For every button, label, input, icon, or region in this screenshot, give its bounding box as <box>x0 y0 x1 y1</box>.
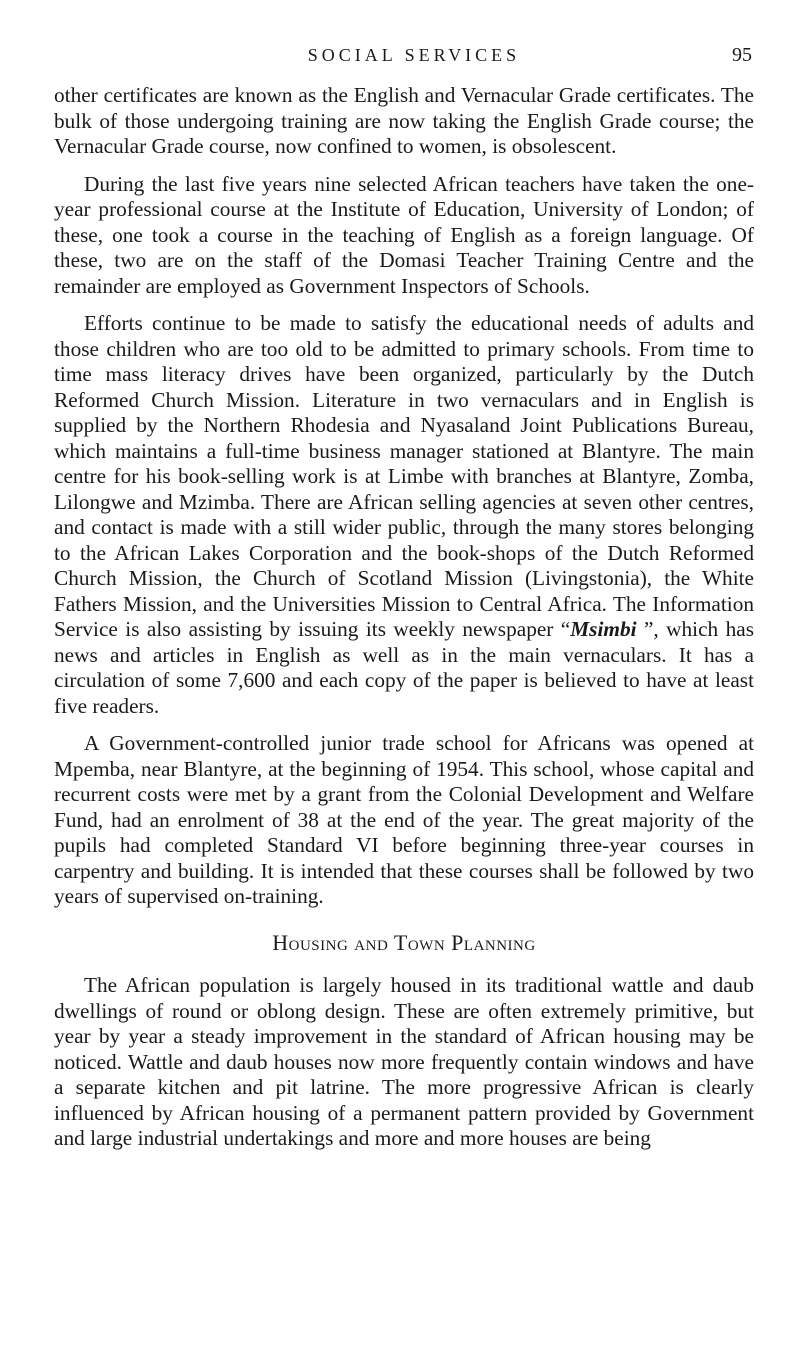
paragraph-adult-education-text-end: ”, which has news and articles in English as well as in the main vernaculars. It has a circulation of some 7,600 and each copy of the paper is believed to have at least five readers. <box>54 617 754 718</box>
paragraph-adult-education <box>54 311 754 719</box>
running-head <box>54 40 754 70</box>
paragraph-adult-education-text: Efforts continue to be made to satisfy the educational needs of adults and those children who are too old to be admitted to primary schools. From time to time mass literacy drives have been organized, particularly by the Dutch Reformed Church Mission. Literature in two vernaculars and in English is supplied by the Northern Rhodesia and Nyasaland Joint Publications Bureau, which maintains a full-time business manager stationed at Blantyre. The main centre for his book-selling work is at Limbe with branches at Blantyre, Zomba, Lilongwe and Mzimba. There are African selling agencies at seven other centres, and contact is made with a still wider public, through the many stores belonging to the African Lakes Corporation and the book-shops of the Dutch Reformed Church Mission, the Church of Scotland Mission (Livingstonia), the White Fathers Mission, and the Universities Mission to Central Africa. The Information Service is also assisting by issuing its weekly newspaper “ <box>54 311 754 641</box>
paragraph-continued-certificates: other certificates are known as the English and Vernacular Grade certificates. The bulk of those undergoing training are now taking the English Grade course; the Vernacular Grade course, now confined to women, is obsolescent. <box>54 83 754 158</box>
section-heading: Housing and Town Planning <box>272 929 536 955</box>
paragraph-trade-school: A Government-controlled junior trade school for Africans was opened at Mpemba, near Blantyre, at the beginning of 1954. This school, whose capital and recurrent costs were met by a grant from the Colonial Development and Welfare Fund, had an enrolment of 38 at the end of the year. The great majority of the pupils had completed Standard VI before beginning three-year courses in carpentry and building. It is intended that these courses shall be followed by two years of supervised on-training. <box>54 731 754 908</box>
paragraph-african-teachers: During the last five years nine selected African teachers have taken the one-year professional course at the Institute of Education, University of London; of these, one took a course in the teaching of English as a foreign language. Of these, two are on the staff of the Domasi Teacher Training Centre and the remainder are employed as Government Inspectors of Schools. <box>54 171 754 298</box>
paragraph-african-housing: The African population is largely housed in its traditional wattle and daub dwellings of round or oblong design. These are often extremely primitive, but year by year a steady improvement in the standard of African housing may be noticed. Wattle and daub houses now more frequently contain windows and have a separate kitchen and pit latrine. The more progressive African is clearly influenced by African housing of a permanent pattern provided by Government and large industrial undertakings and more and more houses are being <box>54 973 754 1150</box>
document-page <box>54 40 754 1164</box>
newspaper-title: Msimbi <box>570 617 637 641</box>
running-title: SOCIAL SERVICES <box>307 45 521 65</box>
page-number: 95 <box>732 44 752 66</box>
